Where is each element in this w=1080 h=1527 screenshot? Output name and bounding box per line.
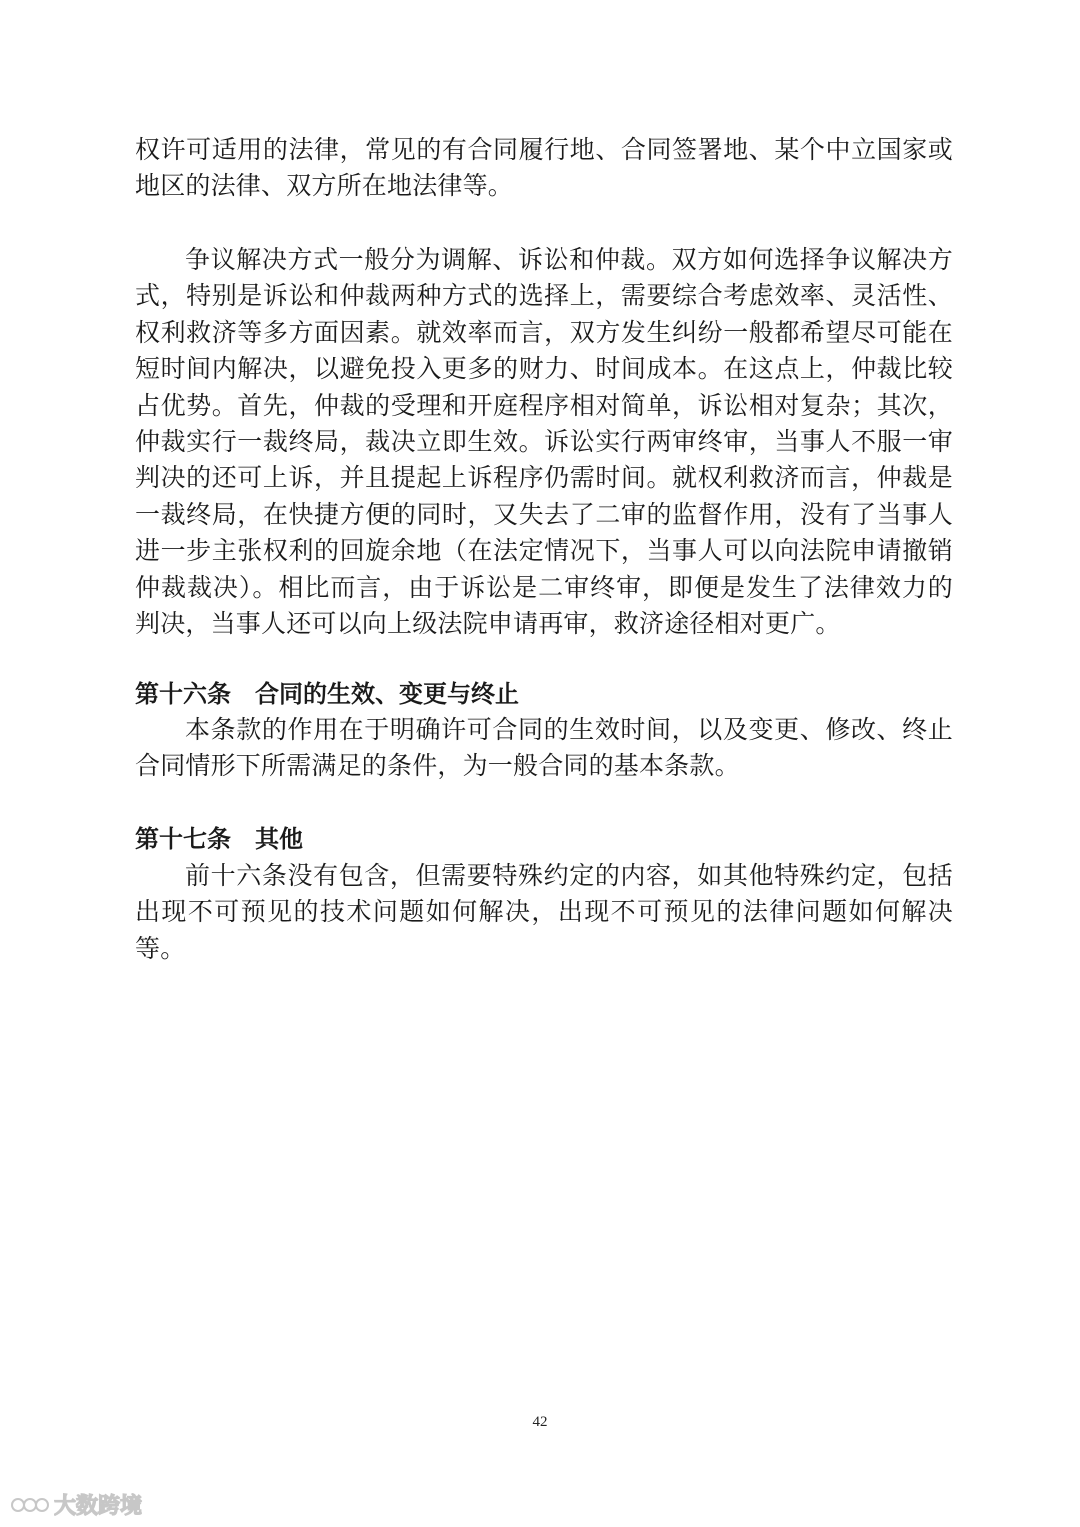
section-17-body: 前十六条没有包含，但需要特殊约定的内容，如其他特殊约定，包括出现不可预见的技术问题如何解决，出现不可预见的法律问题如何解决等。 bbox=[135, 861, 953, 963]
paragraph-dispute-resolution: 争议解决方式一般分为调解、诉讼和仲裁。双方如何选择争议解决方式，特别是诉讼和仲裁两种方式的选择上，需要综合考虑效率、灵活性、权利救济等多方面因素。就效率而言，双方发生纠纷一般都希望尽可能在短时间内解决，以避免投入更多的财力、时间成本。在这点上，仲裁比较占优势。首先，仲裁的受理和开庭程序相对简单，诉讼相对复杂；其次，仲裁实行一裁终局，裁决立即生效。诉讼实行两审终审，当事人不服一审判决的还可上诉，并且提起上诉程序仍需时间。就权利救济而言，仲裁是一裁终局，在快捷方便的同时，又失去了二审的监督作用，没有了当事人进一步主张权利的回旋余地（在法定情况下，当事人可以向法院申请撤销仲裁裁决）。相比而言，由于诉讼是二审终审，即便是发生了法律效力的判决，当事人还可以向上级法院申请再审，救济途径相对更广。 bbox=[135, 245, 953, 639]
svg-text:大数跨境: 大数跨境 bbox=[54, 1494, 143, 1518]
section-17-heading: 第十七条 其他 bbox=[135, 825, 303, 853]
watermark-logo-text bbox=[54, 1492, 154, 1518]
brand-logo-icon bbox=[10, 1492, 50, 1518]
section-16-heading: 第十六条 合同的生效、变更与终止 bbox=[135, 680, 519, 708]
page-number: 42 bbox=[532, 1414, 548, 1430]
watermark bbox=[10, 1490, 154, 1520]
paragraph-applicable-law: 权许可适用的法律，常见的有合同履行地、合同签署地、某个中立国家或地区的法律、双方所在地法律等。 bbox=[135, 135, 953, 201]
section-16-body: 本条款的作用在于明确许可合同的生效时间，以及变更、修改、终止合同情形下所需满足的条件，为一般合同的基本条款。 bbox=[135, 715, 953, 781]
